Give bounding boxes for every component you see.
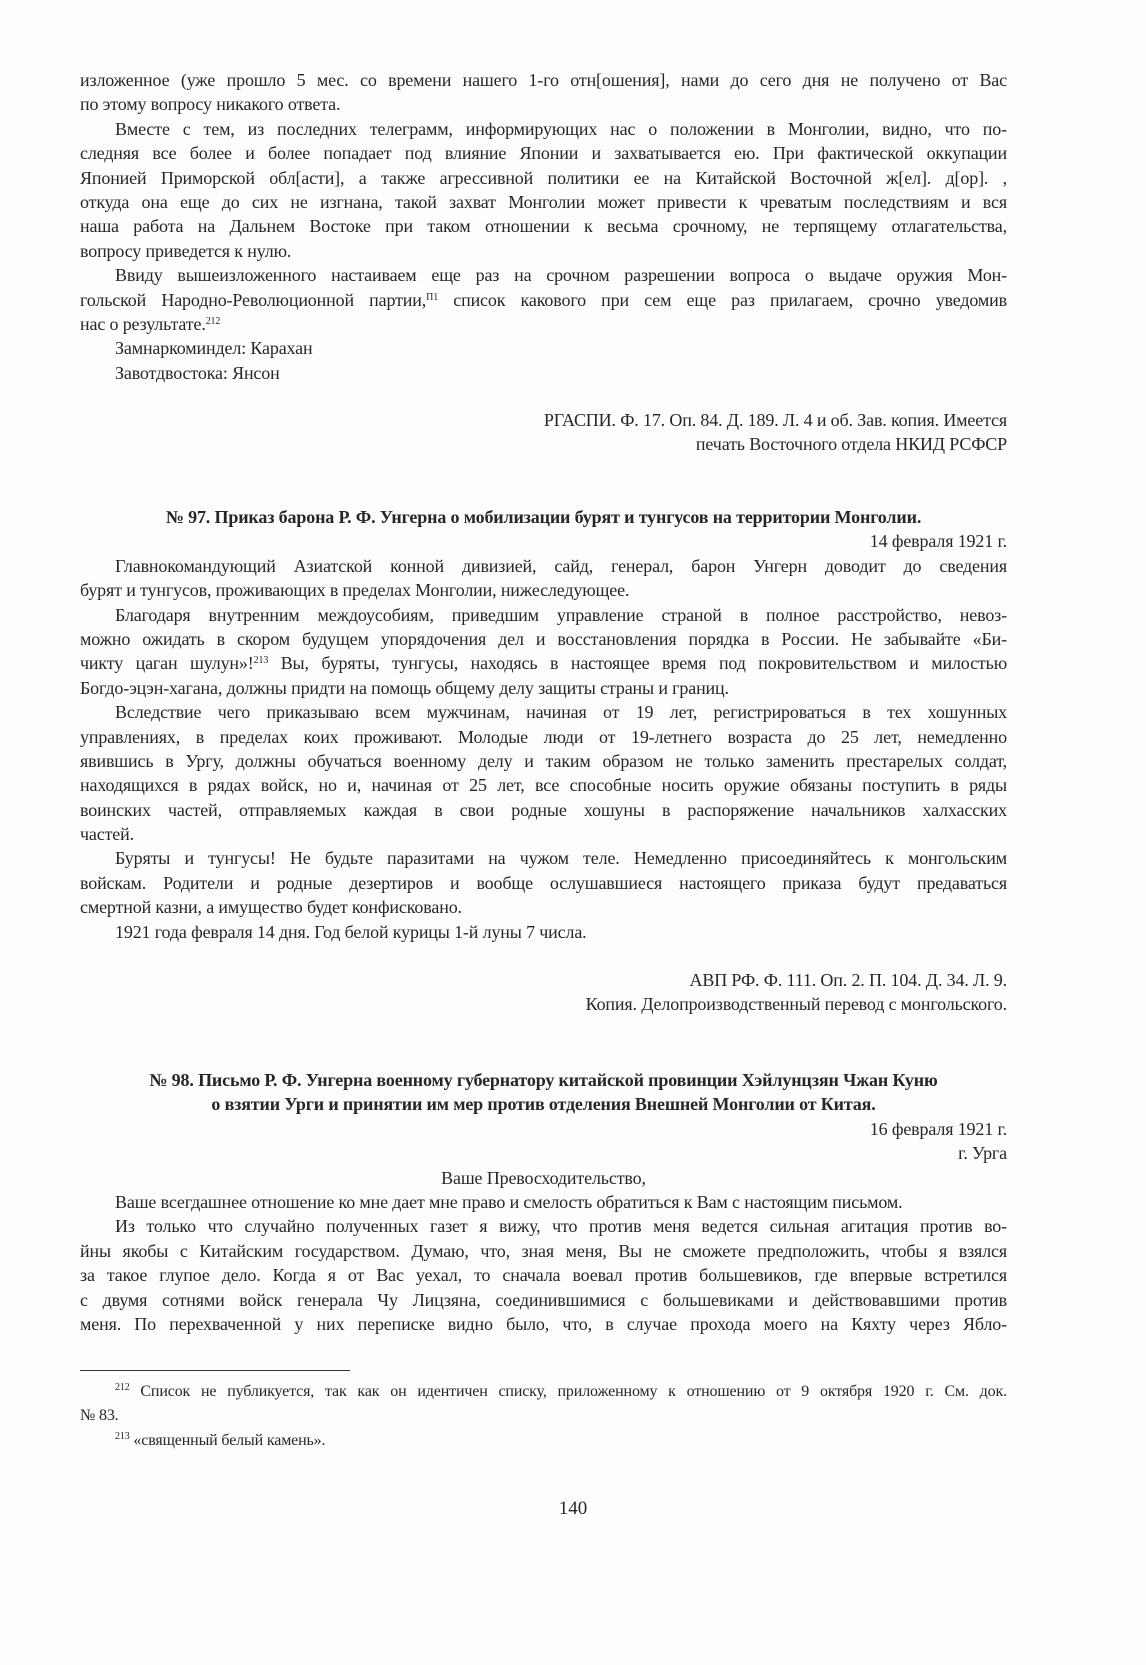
text-line: Завотдвостока: Янсон: [115, 362, 280, 383]
text-line: воинских частей, отправляемых каждая в свои родные хошуны в распоряжение начальников халхасских: [80, 799, 1007, 820]
text-line: Буряты и тунгусы! Не будьте паразитами на чужом теле. Немедленно присоединяйтесь к монгольским: [115, 848, 1007, 869]
document-heading: № 97. Приказ барона Р. Ф. Унгерна о мобилизации бурят и тунгусов на территории Монголии.: [165, 507, 922, 527]
footnote-marker: П1: [426, 291, 439, 303]
text-line: меня. По перехваченной у них переписке видно было, что, в случае прохода моего на Кяхту через Ябло-: [80, 1313, 1007, 1334]
document-heading: о взятии Урги и принятии им мер против отделения Внешней Монголии от Китая.: [211, 1094, 876, 1115]
footnote-marker: 213: [253, 655, 269, 667]
text-line: чикту цаган шулун»!$^{213}$ Вы, буряты, тунгусы, находясь в настоящее время под покровительством и милостью: [80, 653, 1007, 674]
source-line: Копия. Делопроизводственный перевод с монгольского.: [585, 994, 1007, 1015]
text-line: бурят и тунгусов, проживающих в пределах Монголии, нижеследующее.: [80, 580, 630, 601]
footnote-marker: 213: [115, 1430, 130, 1442]
text-line: йны якобы с Китайским государством. Думаю, что, зная меня, Вы не сможете предположить, чтобы я взялся: [80, 1240, 1007, 1261]
text-line: можно ожидать в скором будущем упорядочения дел и восстановления порядка в России. Не забывайте «Би-: [80, 628, 1007, 649]
document-date: 14 февраля 1921 г.: [869, 531, 1007, 552]
footnote-divider: [80, 1370, 350, 1371]
text-line: Ваше всегдашнее отношение ко мне дает мне право и смелость обратиться к Вам с настоящим письмом.: [115, 1191, 903, 1212]
text-line: 1921 года февраля 14 дня. Год белой курицы 1-й луны 7 числа.: [115, 921, 587, 942]
archive-source-citation: [80, 408, 1007, 457]
text-line: Ввиду вышеизложенного настаиваем еще раз на срочном разрешении вопроса о выдаче оружия Мон-: [115, 265, 1007, 286]
document-heading: № 98. Письмо Р. Ф. Унгерна военному губернатору китайской провинции Хэйлунцзян Чжан Куню: [149, 1070, 938, 1090]
text-line: Японией Приморской обл[асти], а также агрессивной политики ее на Китайской Восточной ж[ел]. д[ор]. ,: [80, 167, 1007, 188]
text-line: находящихся в рядах войск, но и, начиная от 25 лет, все способные носить оружие обязаны поступить в ряды: [80, 775, 1007, 796]
text-line: гольской Народно-Революционной партии,$^{П1}$ список какового при сем еще раз прилагаем, срочно уведомив: [80, 289, 1007, 310]
text-line: Вследствие чего приказываю всем мужчинам, начиная от 19 лет, регистрироваться в тех хошунных: [115, 702, 1007, 723]
document-date: 16 февраля 1921 г.: [869, 1118, 1007, 1139]
document-date: г. Урга: [958, 1143, 1007, 1164]
text-line: наша работа на Дальнем Востоке при таком отношении к весьма срочному, не терпящему отлагательства,: [80, 216, 1007, 237]
text-line: явившись в Ургу, должны обучаться военному делу и таким образом не только заменить престарелых солдат,: [80, 750, 1007, 771]
document-97: [80, 505, 1007, 944]
footnote-marker: 212: [205, 315, 221, 327]
text-line: войскам. Родители и родные дезертиров и вообще ослушавшиеся настоящего приказа будут предаваться: [80, 872, 1007, 893]
source-line: РГАСПИ. Ф. 17. Оп. 84. Д. 189. Л. 4 и об. Зав. копия. Имеется: [543, 410, 1007, 430]
text-line: Из только что случайно полученных газет я вижу, что против меня ведется сильная агитация против во-: [115, 1216, 1007, 1237]
footnote-line: $^{213}$ «священный белый камень».: [115, 1430, 326, 1449]
text-line: смертной казни, а имущество будет конфисковано.: [80, 897, 462, 918]
page-number: 140: [558, 1498, 588, 1519]
archive-source-citation: [80, 968, 1007, 1017]
text-line: за такое глупое дело. Когда я от Вас уехал, то сначала воевал против большевиков, где впервые встретился: [80, 1265, 1007, 1286]
footnote-line: $^{212}$ Список не публикуется, так как он идентичен списку, приложенному к отношению от 9 октября 1920 г. См. док.: [115, 1382, 1007, 1400]
text-line: изложенное (уже прошло 5 мес. со времени нашего 1-го отн[ошения], нами до сего дня не получено от Вас: [80, 70, 1007, 90]
source-line: АВП РФ. Ф. 111. Оп. 2. П. 104. Д. 34. Л. 9.: [689, 970, 1007, 990]
text-line: Благодаря внутренним междоусобиям, приведшим управление страной в полное расстройство, невоз-: [115, 604, 1007, 625]
text-line: Богдо-эцэн-хагана, должны придти на помощь общему делу защиты страны и границ.: [80, 677, 729, 698]
source-line: печать Восточного отдела НКИД РСФСР: [695, 434, 1007, 455]
salutation: Ваше Превосходительство,: [441, 1167, 646, 1188]
text-line: откуда она еще до сих не изгнана, такой захват Монголии может привести к чреватым последствиям и вся: [80, 191, 1007, 212]
text-line: управлениях, в пределах коих проживают. Молодые люди от 19-летнего возраста до 25 лет, немедленно: [80, 726, 1007, 747]
continuation-text: [80, 68, 1007, 385]
text-line: вопросу приведется к нулю.: [80, 240, 292, 261]
text-line: следняя все более и более попадает под влияние Японии и захватывается ею. При фактической оккупации: [80, 143, 1007, 164]
footnotes: [80, 1380, 1007, 1453]
text-line: Замнаркоминдел: Карахан: [115, 338, 313, 359]
text-line: нас о результате.$^{212}$: [80, 313, 221, 334]
text-line: по этому вопросу никакого ответа.: [80, 94, 341, 115]
text-line: с двумя сотнями войск генерала Чу Лицзяна, соединившимися с большевиками и действовавшими против: [80, 1289, 1007, 1310]
text-line: Главнокомандующий Азиатской конной дивизией, сайд, генерал, барон Унгерн доводит до сведения: [115, 555, 1007, 576]
footnote-marker: 212: [115, 1382, 130, 1393]
document-98: [80, 1068, 1007, 1336]
text-line: частей.: [80, 824, 134, 845]
text-line: Вместе с тем, из последних телеграмм, информирующих нас о положении в Монголии, видно, что по-: [115, 118, 1007, 139]
footnote-line: № 83.: [80, 1407, 119, 1425]
